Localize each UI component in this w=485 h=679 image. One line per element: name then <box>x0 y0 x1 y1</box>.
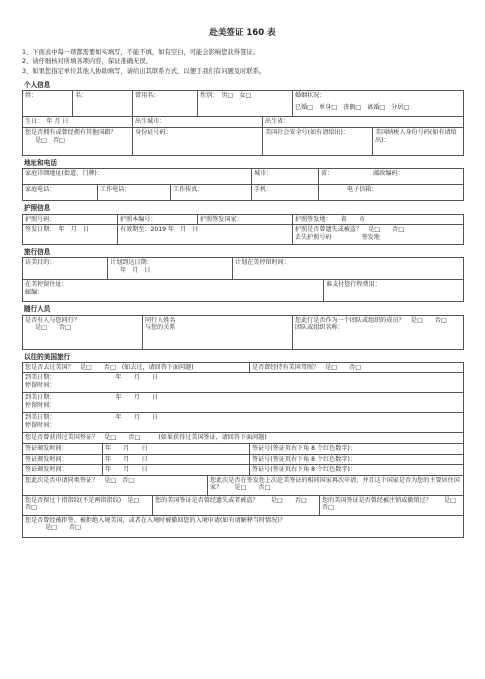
with-others-field[interactable] <box>23 315 143 349</box>
arrival-date-value-1: 年 月 日 <box>115 374 159 382</box>
group-question: 您此行是否作为一个团队或组织的成员？ 是□ 否□ <box>295 316 447 324</box>
id-number-field[interactable]: 身份证号码： <box>133 128 263 156</box>
arrival-date-label-1: 到美日期： <box>25 374 56 382</box>
with-others-options: 是□ 否□ <box>35 324 71 332</box>
refused-entry-question: 您是否曾经被拒签、被拒绝入境美国，或者在入境时被撤回您的入境申请(如有请解释当时情况)？ <box>25 516 286 524</box>
instructions <box>22 49 463 77</box>
section-previous-us-header: 以往的美国旅行 <box>24 352 71 361</box>
travel-table <box>22 257 464 302</box>
visa-form-page <box>22 28 468 538</box>
email-field[interactable]: 电子信箱： <box>319 185 464 201</box>
visa-issue-date-3[interactable]: 年 月 日 <box>103 465 250 476</box>
group-name-label: 团队或组织名称： <box>295 324 344 332</box>
visa-issue-label-2: 签证颁发时间： <box>23 454 103 465</box>
personal-info-table <box>22 90 464 156</box>
marital-label: 婚姻状况： <box>295 92 326 100</box>
lost-passport-place-label: 签发地 <box>361 233 380 241</box>
group-field[interactable] <box>293 315 464 349</box>
stay-label-3: 停留时间： <box>25 422 56 430</box>
instruction-3: 3、如果您指定单位其他人协助填写，请给出其联系方式，以便于我们有问题及时联系。 <box>22 68 266 76</box>
province-postal-field[interactable] <box>319 169 464 185</box>
us-ssn-field[interactable]: 美国社会安全号(如有请给出)： <box>263 128 373 156</box>
arrival-date-label-3: 到美日期： <box>25 414 56 422</box>
former-name-field[interactable]: 曾用名： <box>133 91 198 117</box>
city-label: 城市： <box>254 170 273 178</box>
visa-issue-date-2[interactable]: 年 月 日 <box>103 454 250 465</box>
other-nationality-question: 您是否拥有或曾经拥有其他国籍？ <box>25 129 117 137</box>
birth-city-field[interactable]: 出生城市： <box>133 117 263 128</box>
visa-number-2[interactable]: 签证号(签证页右下角 8 个红色数字)： <box>250 454 464 465</box>
stay-label-2: 停留时间： <box>25 402 56 410</box>
visa-issue-date-1[interactable]: 年 月 日 <box>103 444 250 455</box>
passport-table <box>22 214 464 246</box>
us-address-field[interactable] <box>23 280 324 302</box>
lost-passport-number-label: 丢失护照号码 <box>295 233 332 241</box>
arrival-date-field[interactable] <box>108 258 233 280</box>
visa-lost-field[interactable]: 您的美国签证是否曾经遗失或者被盗？ 是□ 否□ <box>153 495 320 515</box>
same-visa-type-field[interactable]: 您此次是否申请同类签证？ 是□ 否□ <box>23 475 208 495</box>
other-nationality-field[interactable] <box>23 128 133 156</box>
other-nationality-options: 是□ 否□ <box>35 136 65 144</box>
visa-cancelled-field[interactable]: 您的美国签证是否曾经被注销或撤销过？ 是□ 否□ <box>320 495 464 515</box>
home-address-field[interactable]: 家庭详细地址(街道、门牌)： <box>23 169 252 185</box>
issue-date-field[interactable]: 签发日期： 年 月 日 <box>23 225 118 245</box>
issuing-country-field[interactable]: 护照签发国家： <box>198 214 293 225</box>
birth-date-field[interactable]: 生日： 年 月 日 <box>23 117 133 128</box>
relation-label: 与您的关系 <box>145 324 176 332</box>
instruction-2: 2、请仔细核对所填各项内容，保证准确无误。 <box>22 58 152 66</box>
surname-field[interactable]: 姓： <box>23 91 73 117</box>
section-address-header: 地址和电话 <box>24 159 57 168</box>
previous-us-table <box>22 362 468 538</box>
arrival-date-label-2: 到美日期： <box>25 394 56 402</box>
companion-name-label: 同行人姓名 <box>145 316 176 324</box>
fingerprints-field[interactable]: 您是否留过十指指纹(不是两指指纹) 是□ 否□ <box>23 495 153 515</box>
passport-lost-field[interactable] <box>293 225 464 245</box>
arrival-date-label: 计划到达日期： <box>110 259 153 267</box>
refused-entry-options: 是□ 否□ <box>45 524 81 532</box>
arrival-record-1[interactable] <box>23 373 464 393</box>
passport-lost-question: 护照是否曾遗失或被盗？ 是□ 否□ <box>295 226 405 234</box>
been-to-us-field[interactable]: 您是否去过美国？ 是□ 否□ (如去过，请回答下面问题) <box>23 362 250 373</box>
given-name-field[interactable]: 名： <box>73 91 133 117</box>
arrival-date-value: 年 月 日 <box>120 266 151 274</box>
us-zip-label: 邮编： <box>25 288 44 296</box>
address-table <box>22 168 464 201</box>
us-tax-id-field[interactable]: 美国纳税人身份号码(如有请给出)： <box>373 128 464 156</box>
work-fax-field[interactable]: 工作传真： <box>171 185 252 201</box>
passport-book-field[interactable]: 护照本编号： <box>118 214 198 225</box>
companion-name-field[interactable] <box>143 315 293 349</box>
arrival-record-2[interactable] <box>23 393 464 413</box>
issue-place-field[interactable]: 护照签发地： 省 市 <box>293 214 464 225</box>
visa-number-1[interactable]: 签证号(签证页右下角 8 个红色数字)： <box>250 444 464 455</box>
us-address-label: 在美停留住址： <box>25 281 68 289</box>
birth-province-field[interactable]: 出生省： <box>263 117 464 128</box>
visa-issue-label-3: 签证颁发时间： <box>23 465 103 476</box>
section-companions-header: 随行人员 <box>24 305 51 314</box>
stay-length-field[interactable]: 计划在美停留时间： <box>233 258 464 280</box>
section-travel-header: 旅行信息 <box>24 248 51 257</box>
purpose-field[interactable]: 访美目的： <box>23 258 108 280</box>
marital-status-field[interactable] <box>293 91 464 117</box>
with-others-question: 是否有人与您同行？ <box>25 316 80 324</box>
expiry-date-field[interactable]: 有效期至：2019 年 月 日 <box>118 225 293 245</box>
instruction-1: 1、下面表中每一项都需要如实填写，不能不填，如有空白，可能会影响您获得签证。 <box>22 48 259 56</box>
arrival-date-value-2: 年 月 日 <box>115 394 159 402</box>
visa-issue-label-1: 签证颁发时间： <box>23 444 103 455</box>
postal-code-label: 邮政编码： <box>373 170 404 178</box>
city-field[interactable] <box>252 169 319 185</box>
stay-label-1: 停留时间： <box>25 382 56 390</box>
section-passport-header: 护照信息 <box>24 204 51 213</box>
companions-table <box>22 315 464 350</box>
work-phone-field[interactable]: 工作电话： <box>98 185 171 201</box>
refused-entry-field[interactable] <box>23 515 464 537</box>
home-phone-field[interactable]: 家庭电话： <box>23 185 98 201</box>
mobile-field[interactable]: 手机： <box>252 185 319 201</box>
visa-obtained-field[interactable]: 您是否曾获得过美国签证？ 是□ 否□ (如果获得过美国签证，请回答下面问题) <box>23 433 464 444</box>
driver-license-field[interactable]: 是否曾经持有美国驾照？ 是□ 否□ <box>250 362 464 373</box>
gender-field[interactable]: 性别： 男□ 女□ <box>198 91 293 117</box>
payer-field[interactable]: 谁支付您行程费用： <box>324 280 464 302</box>
section-personal-header: 个人信息 <box>24 81 51 90</box>
form-title: 赴美签证 160 表 <box>209 28 276 38</box>
province-label: 省： <box>321 170 334 178</box>
arrival-record-3[interactable] <box>23 413 464 433</box>
same-country-field[interactable]: 您此次是否在签发您上次赴美签证的相同国家再次申请，并且这个国家是否为您的主要居住国家？ 是□ 否□ <box>208 475 464 495</box>
visa-number-3[interactable]: 签证号(签证页右下角 8 个红色数字)： <box>250 465 464 476</box>
marital-options: 已婚□ 单身□ 丧偶□ 离婚□ 分居□ <box>295 104 410 112</box>
passport-number-field[interactable]: 护照号码： <box>23 214 118 225</box>
arrival-date-value-3: 年 月 日 <box>115 414 159 422</box>
